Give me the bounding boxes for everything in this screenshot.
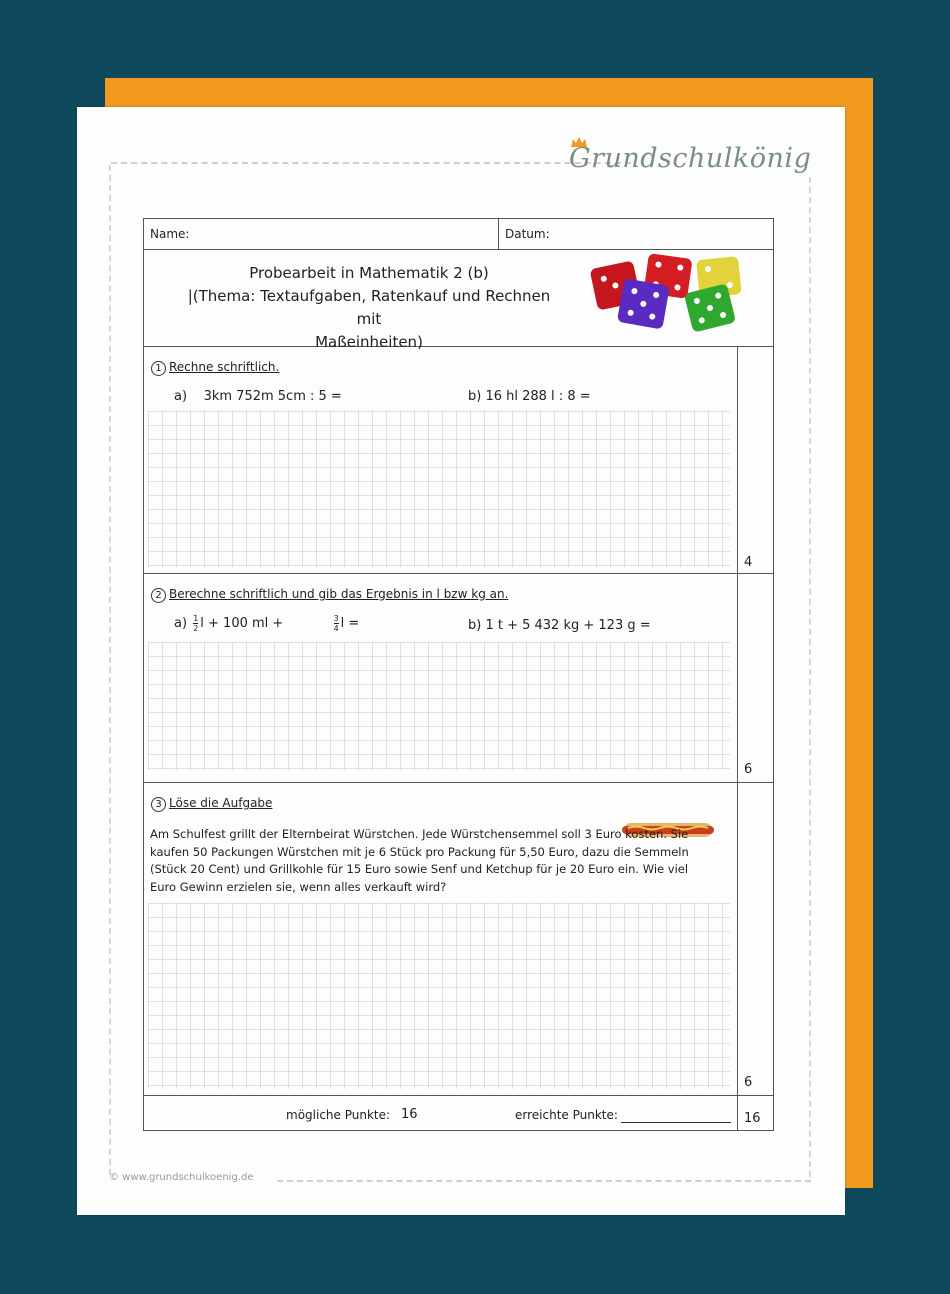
section-2-label	[151, 587, 508, 603]
task-2a-prefix: a)	[174, 616, 188, 631]
section-1-label	[151, 360, 279, 376]
name-cell[interactable]	[144, 219, 499, 249]
section-1	[144, 347, 773, 573]
brand-logo: Grundschulkönig	[569, 143, 812, 174]
task-1a-prefix: a)	[174, 389, 188, 404]
section-3	[144, 783, 773, 1095]
section-2-number: 2	[151, 588, 166, 603]
decorative-border-right	[809, 177, 811, 1177]
section-3-points: 6	[744, 1075, 753, 1090]
fraction-2-numerator: 3	[333, 614, 339, 623]
decorative-border-top	[111, 162, 631, 164]
header-row	[144, 219, 773, 250]
section-3-number: 3	[151, 797, 166, 812]
section-1-instruction: Rechne schriftlich.	[169, 360, 280, 374]
name-label: Name:	[150, 227, 190, 241]
achieved-points-blank[interactable]	[621, 1122, 731, 1123]
fraction-2-denominator: 4	[333, 624, 339, 633]
totals-row	[144, 1095, 773, 1131]
title-line-3: Maßeinheiten)	[315, 333, 423, 351]
possible-points-value: 16	[401, 1107, 418, 1122]
footer-url: © www.grundschulkoenig.de	[109, 1172, 254, 1183]
section-3-label	[151, 796, 272, 812]
section-2-points: 6	[744, 762, 753, 777]
section-1-number: 1	[151, 361, 166, 376]
fraction-1-denominator: 2	[193, 624, 199, 633]
answer-grid-3[interactable]	[148, 903, 730, 1089]
title-line-2: |(Thema: Textaufgaben, Ratenkauf und Rechnen mit	[187, 287, 551, 328]
exam-table	[143, 218, 774, 1131]
date-label: Datum:	[505, 227, 550, 241]
exam-title	[174, 262, 564, 354]
title-line-1: Probearbeit in Mathematik 2 (b)	[249, 264, 489, 282]
answer-grid-1[interactable]	[148, 411, 730, 567]
task-1a-expression: 3km 752m 5cm : 5 =	[203, 389, 342, 404]
word-problem-text: Am Schulfest grillt der Elternbeirat Würstchen. Jede Würstchensemmel soll 3 Euro kosten. Sie kaufen 50 Packungen Würstchen mit je 6 Stück pro Packung für 5,50 Euro, dazu die Semmeln (Stück 20 Cent) und Grillkohle für 15 Euro sowie Senf und Ketchup für je 20 Euro ein. Wie viel Euro Gewinn erzielen sie, wenn alles verkauft wird?	[150, 827, 689, 894]
worksheet-page	[77, 107, 845, 1215]
fraction-1-numerator: 1	[193, 614, 199, 623]
total-points: 16	[744, 1111, 761, 1126]
section-2-instruction: Berechne schriftlich und gib das Ergebnis in l bzw kg an.	[169, 587, 509, 601]
task-1b: b) 16 hl 288 l : 8 =	[468, 389, 591, 404]
task-2b: b) 1 t + 5 432 kg + 123 g =	[468, 618, 651, 633]
decorative-border-bottom	[277, 1180, 811, 1182]
achieved-points-label: erreichte Punkte:	[515, 1108, 618, 1122]
dice-illustration	[590, 252, 754, 336]
date-cell[interactable]	[499, 219, 773, 249]
fraction-three-quarters	[334, 614, 339, 633]
section-3-instruction: Löse die Aufgabe	[169, 796, 273, 810]
section-1-points: 4	[744, 555, 753, 570]
decorative-border-left	[109, 165, 111, 1175]
title-box	[144, 250, 773, 351]
task-2a-end: l =	[340, 616, 360, 631]
task-1a	[174, 389, 342, 404]
section-2	[144, 574, 773, 782]
task-2a	[174, 614, 359, 633]
answer-grid-2[interactable]	[148, 642, 730, 770]
task-2a-middle: l + 100 ml +	[200, 616, 284, 631]
possible-points-label: mögliche Punkte:	[286, 1108, 391, 1122]
fraction-one-half	[193, 614, 198, 633]
